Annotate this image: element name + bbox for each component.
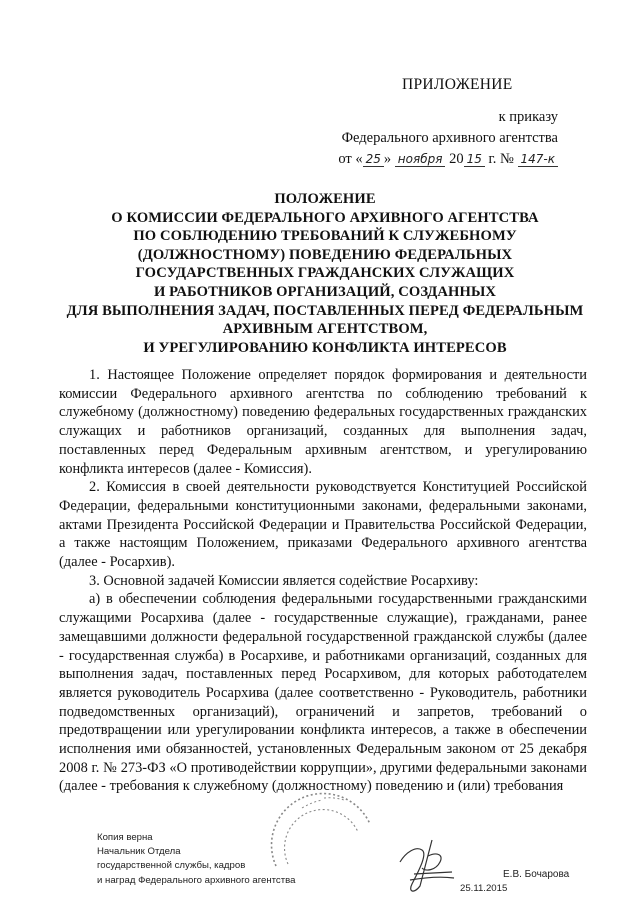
- order-reference: [298, 107, 558, 170]
- title-line: И УРЕГУЛИРОВАНИЮ КОНФЛИКТА ИНТЕРЕСОВ: [143, 339, 507, 356]
- annex-label: ПРИЛОЖЕНИЕ: [402, 76, 513, 93]
- document-title: [40, 190, 610, 357]
- paragraph: 3. Основной задачей Комиссии является содействие Росархиву:: [89, 572, 479, 589]
- paragraph: а) в обеспечении соблюдения федеральными государственными гражданскими служащими Росархива (далее - государственные служащие), гражданами, ранее замещавшими должности федеральной государственной гражданской службы (далее - государственная служба) в Росархиве, и работниками организаций, созданных для выполнения задач, поставленных перед Росархивом, для которых работодателем является руководитель Росархива (далее соответственно - Руководитель, работники подведомственных организаций), ограничений и запретов, требований о предотвращении или урегулировании конфликта интересов, а также в обеспечении исполнения ими обязанностей, установленных Федеральным законом от 25 декабря 2008 г. № 273-ФЗ «О противодействии коррупции», другими федеральными законами (далее - требования к служебному (должностному) поведению и (или) требования: [59, 591, 587, 795]
- order-month: ноября: [395, 152, 446, 167]
- title-line: ПО СОБЛЮДЕНИЮ ТРЕБОВАНИЙ К СЛУЖЕБНОМУ: [133, 228, 517, 245]
- certification-date: 25.11.2015: [460, 883, 508, 894]
- footer-line: Копия верна: [97, 832, 153, 843]
- order-line-2: Федерального архивного агентства: [341, 130, 558, 146]
- document-body: [59, 366, 587, 796]
- paragraph: 1. Настоящее Положение определяет порядок формирования и деятельности комиссии Федерального архивного агентства по соблюдению требований к служебному (должностному) поведению федеральных государственных гражданских служащих и работников организаций, созданных для выполнения задач, поставленных перед Федеральным архивным агентством, и урегулированию конфликта интересов (далее - Комиссия).: [59, 367, 587, 477]
- title-line: И РАБОТНИКОВ ОРГАНИЗАЦИЙ, СОЗДАННЫХ: [153, 283, 497, 300]
- title-line: (ДОЛЖНОСТНОМУ) ПОВЕДЕНИЮ ФЕДЕРАЛЬНЫХ: [137, 246, 513, 263]
- paragraph: 2. Комиссия в своей деятельности руководствуется Конституцией Российской Федерации, федеральными конституционными законами, федеральными законами, актами Президента Российской Федерации и Правительства Российской Федерации, а также настоящим Положением, приказами Федерального архивного агентства (далее - Росархив).: [59, 479, 587, 571]
- order-line-3: от « 25 » ноября 20 15 г. № 147-к: [298, 149, 558, 170]
- title-line: ДЛЯ ВЫПОЛНЕНИЯ ЗАДАЧ, ПОСТАВЛЕННЫХ ПЕРЕД ФЕДЕРАЛЬНЫМ: [66, 302, 584, 319]
- signer-name: Е.В. Бочарова: [503, 869, 570, 880]
- footer-line: и наград Федерального архивного агентства: [97, 874, 296, 886]
- order-line-1: к приказу: [498, 109, 558, 125]
- order-number: 147-к: [518, 152, 558, 167]
- title-line: ГОСУДАРСТВЕННЫХ ГРАЖДАНСКИХ СЛУЖАЩИХ: [135, 265, 515, 282]
- handwritten-signature: [392, 832, 462, 898]
- order-day: 25: [363, 152, 384, 167]
- title-line: О КОМИССИИ ФЕДЕРАЛЬНОГО АРХИВНОГО АГЕНТСТВА: [111, 209, 539, 226]
- title-line: ПОЛОЖЕНИЕ: [274, 191, 376, 207]
- order-year: 15: [464, 152, 485, 167]
- footer-line: Начальник Отдела: [97, 846, 181, 858]
- footer-line: государственной службы, кадров: [97, 860, 246, 872]
- title-line: АРХИВНЫМ АГЕНТСТВОМ,: [222, 321, 428, 338]
- certification-block: [97, 831, 295, 888]
